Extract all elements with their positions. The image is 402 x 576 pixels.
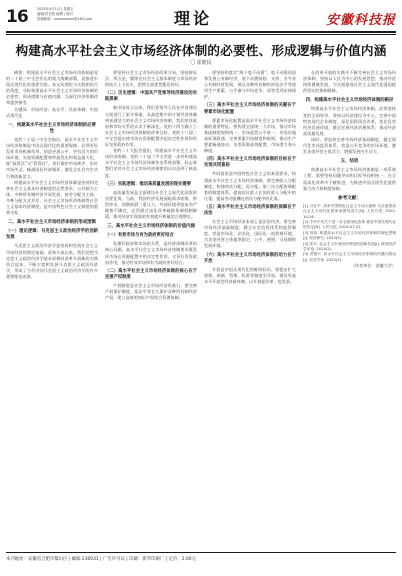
section-heading: 一、构建高水平社会主义市场经济体制的必要性 <box>8 122 96 134</box>
masthead-rule-thick <box>6 31 396 33</box>
keywords: 关键词：市场经济；高水平；经济体制；中国式现代化 <box>6 106 98 118</box>
subsection-heading: （四）高水平社会主义市场经济体制的目标在于实现共同富裕 <box>204 157 296 169</box>
column-2 <box>105 70 197 546</box>
section-heading: 三、高水平社会主义市场经济体制的价值内涵 <box>107 224 195 230</box>
article-byline: 〇 崔皓民 <box>190 60 212 66</box>
section-title: 理论 <box>174 9 213 28</box>
paragraph: 社会主义市场经济本质上是法治经济。要完善市场经济基础制度，健全社会信用体系和监管制度，营造市场化、法治化、国际化一流营商环境，为各类经营主体提供稳定、公平、透明、可预期的发展环境。 <box>204 219 296 249</box>
paragraph: 高质量发展是全面建设社会主义现代化国家的首要任务。当前，我国经济发展面临需求收缩、供给冲击、预期转弱三重压力，外部环境更趋复杂严峻和不确定，必须通过深化改革破除体制机制障碍，推动经济实现质的有效提升和量的合理增长。 <box>105 189 197 220</box>
subsection-heading: （五）高水平社会主义市场经济体制的保障在于法治 <box>204 204 296 216</box>
page-footer: 本刊地址：安徽省合肥市蜀山区 | 邮编 230031 | 广告许可证 | 印刷：新华印刷厂 | 定价：2.00元 <box>6 557 196 562</box>
references-title: 参考文献： <box>338 195 361 201</box>
column-3 <box>204 70 296 546</box>
paragraph: 党的二十大报告提出，构建高水平社会主义市场经济体制。党的二十届三中全会进一步对构建高水平社会主义市场经济体制作出系统部署，标志着我们党对社会主义市场经济规律的认识达到了新高度。 <box>105 148 197 178</box>
paragraph: 要素市场化配置是高水平社会主义市场经济体制的重要特征。要构建全国统一大市场，推动市场基础制度规则统一、市场监管公平统一、市场设施高标准联通。完善要素市场制度和规则，推动生产要素畅通流动、各类资源高效配置、市场潜力充分释放。 <box>204 117 296 154</box>
issue-email: 投稿邮箱：xxxxxxxxxx@163.com <box>37 17 93 22</box>
subsection-heading: （二）历史逻辑：中国共产党领导经济建设的实践探索 <box>105 91 197 103</box>
issue-date: 2025年4月11日 星期五 <box>37 7 74 11</box>
subsection-heading: （二）高水平社会主义市场经济体制的核心在于完善产权制度 <box>105 268 197 280</box>
paragraph: 要坚持和落实“两个毫不动摇”，毫不动摇巩固和发展公有制经济，毫不动摇鼓励、支持、引导非公有制经济发展，保证各种所有制经济依法平等使用生产要素、公平参与市场竞争、同等受到法律保护。 <box>204 70 296 100</box>
reference-item: [3] 刘伟. 构建高水平社会主义市场经济体制的理论逻辑[J]. 经济研究, 2023(5). <box>303 230 396 241</box>
issue-editor: 编辑/责任校 编辑 / 校对 <box>37 12 74 17</box>
subsection-heading: （三）高水平社会主义市场经济体制的关键在于要素市场化配置 <box>204 103 296 115</box>
subsection-heading: （三）实践逻辑：推动高质量发展的现实需要 <box>105 181 191 187</box>
paragraph: 处理好政府和市场的关系，是经济体制改革的核心问题。高水平社会主义市场经济体制要求既发挥市场在资源配置中的决定性作用，又更好发挥政府作用，推动有效市场和有为政府更好结合。 <box>105 241 197 265</box>
paragraph: 构建高水平社会主义市场经济体制是一项系统工程，需要坚持问题导向和目标导向相统一，在全面深化改革中不断推进，为推进中国式现代化提供强大动力和制度保障。 <box>303 167 396 191</box>
newspaper-logo: 安徽科技报 <box>325 13 396 28</box>
author-note: （作者单位：安徽大学） <box>350 263 396 269</box>
article-headline: 构建高水平社会主义市场经济体制的必要性、形成逻辑与价值内涵 <box>15 43 387 58</box>
paragraph: 构建高水平社会主义市场经济体制，必须坚持党的全面领导，坚持以经济建设为中心，完善中国特色现代企业制度，深化国资国企改革，优化民营经济发展环境，健全宏观经济治理体系，推动经济高质量发展。 <box>303 106 396 136</box>
reference-item: [5] 洪银兴. 高水平社会主义市场经济体制的内涵与路径[J]. 经济学家, 2024(3). <box>303 252 396 262</box>
paragraph: 党的二十届三中全会指出，高水平社会主义市场经济体制是中国式现代化的重要保障。必须更好发挥市场机制作用，创造更加公平、更有活力的市场环境，实现资源配置效率最优化和效益最大化，既“放得活”又“管得住”，更好维护市场秩序、弥补市场失灵，畅通国民经济循环，激发全社会内生动力和创新活力。 <box>6 136 98 179</box>
paragraph: 开放是中国式现代化的鲜明标识。要稳步扩大规则、规制、管理、标准等制度型开放，建设更高水平开放型经济新体制，以开放促改革、促发展。 <box>204 266 296 284</box>
subsection-heading: （六）高水平社会主义市场经济体制的动力在于开放 <box>204 252 296 264</box>
paragraph: 要坚持社会主义市场经济改革方向，坚持辩证法、两点论，继续在社会主义基本制度与市场经济的结合上下功夫，把两方面优势都发挥好。 <box>105 70 197 88</box>
section-heading: 五、结语 <box>340 159 359 165</box>
column-1 <box>6 70 98 546</box>
references-list <box>303 204 396 263</box>
abstract: 摘要：构建高水平社会主义市场经济体制是党的二十届三中全会作出的重大战略部署，是推进中国式现代化的重要内容。本文从理论与实践相结合的角度，分析构建高水平社会主义市场经济体制的必要性、形成逻辑与价值内涵，为深化经济体制改革提供参考。 <box>6 70 98 106</box>
paragraph: 共同富裕是中国特色社会主义的本质要求。构建高水平社会主义市场经济体制，要完善收入分配制度，构建初次分配、再分配、第三次分配协调配套的制度体系，提高居民收入在国民收入分配中的比重，提高劳动报酬在初次分配中的比重。 <box>204 171 296 201</box>
paragraph: 新中国成立以来，我们党领导人民在经济建设方面进行了艰辛探索。从高度集中的计划经济体制到充满活力的社会主义市场经济体制，我们党对政府和市场关系的认识不断深化。党的十四大确立了社会主义市场经济体制的改革目标，党的十八届三中全会提出使市场在资源配置中起决定性作用和更好发挥政府作用。 <box>105 105 197 148</box>
paragraph: 构建高水平社会主义市场经济体制是坚持和完善社会主义基本经济制度的必然要求。公有制为主体、多种所有制经济共同发展，按劳分配为主体、多种分配方式并存，社会主义市场经济体制等社会主义基本经济制度，是中国特色社会主义制度的重要支柱。 <box>6 179 98 216</box>
paragraph: 产权制度是社会主义市场经济的基石。要完善产权保护制度，依法平等长久保护各种所有制经济产权，建立高效的知识产权综合管理体制。 <box>105 282 197 301</box>
article-body <box>6 70 396 546</box>
footer-rule <box>6 552 396 553</box>
paragraph: 在改革开放的实践中不断完善社会主义市场经济体制，坚持以人民为中心的发展思想，推动经济持续健康发展，为全面建成社会主义现代化强国提供坚实的体制保障。 <box>303 70 396 94</box>
subsection-heading: （一）有效市场与有为政府更好结合 <box>105 233 174 239</box>
reference-item: [4] 张宇. 社会主义市场经济理论的创新发展[J]. 政治经济学评论, 2024(2). <box>303 241 396 252</box>
paragraph: 马克思主义政治经济学是坚持和发展社会主义市场经济的理论基础。改革开放以来，我们党把马克思主义政治经济学基本原理同改革开放新的实践结合起来，不断丰富和发展马克思主义政治经济学，形成了当代中国马克思主义政治经济学的许多重要理论成果。 <box>6 243 98 279</box>
reference-item: [2] 中共中央关于进一步全面深化改革 推进中国式现代化的决定[N]. 人民日报, 2024-07-22. <box>303 220 396 230</box>
reference-item: [1] 习近平. 高举中国特色社会主义伟大旗帜 为全面建设社会主义现代化国家而团结奋斗[N]. 人民日报, 2022-10-26. <box>303 203 396 219</box>
subsection-heading: （一）理论逻辑：马克思主义政治经济学的创新发展 <box>6 229 98 241</box>
masthead-rule-thin <box>6 34 396 35</box>
issue-meta <box>37 7 92 23</box>
page-number: 16 <box>6 7 28 27</box>
paragraph: 同时，要加快完善市场经济基础制度，健全现代化市场监管体系，营造公平竞争的市场环境，激发各类经营主体活力，增强发展内生动力。 <box>303 136 396 155</box>
section-heading: 四、构建高水平社会主义市场经济体制的路径 <box>305 98 394 104</box>
section-heading: 二、高水平社会主义市场经济体制的形成逻辑 <box>8 220 96 226</box>
column-4 <box>303 70 396 546</box>
